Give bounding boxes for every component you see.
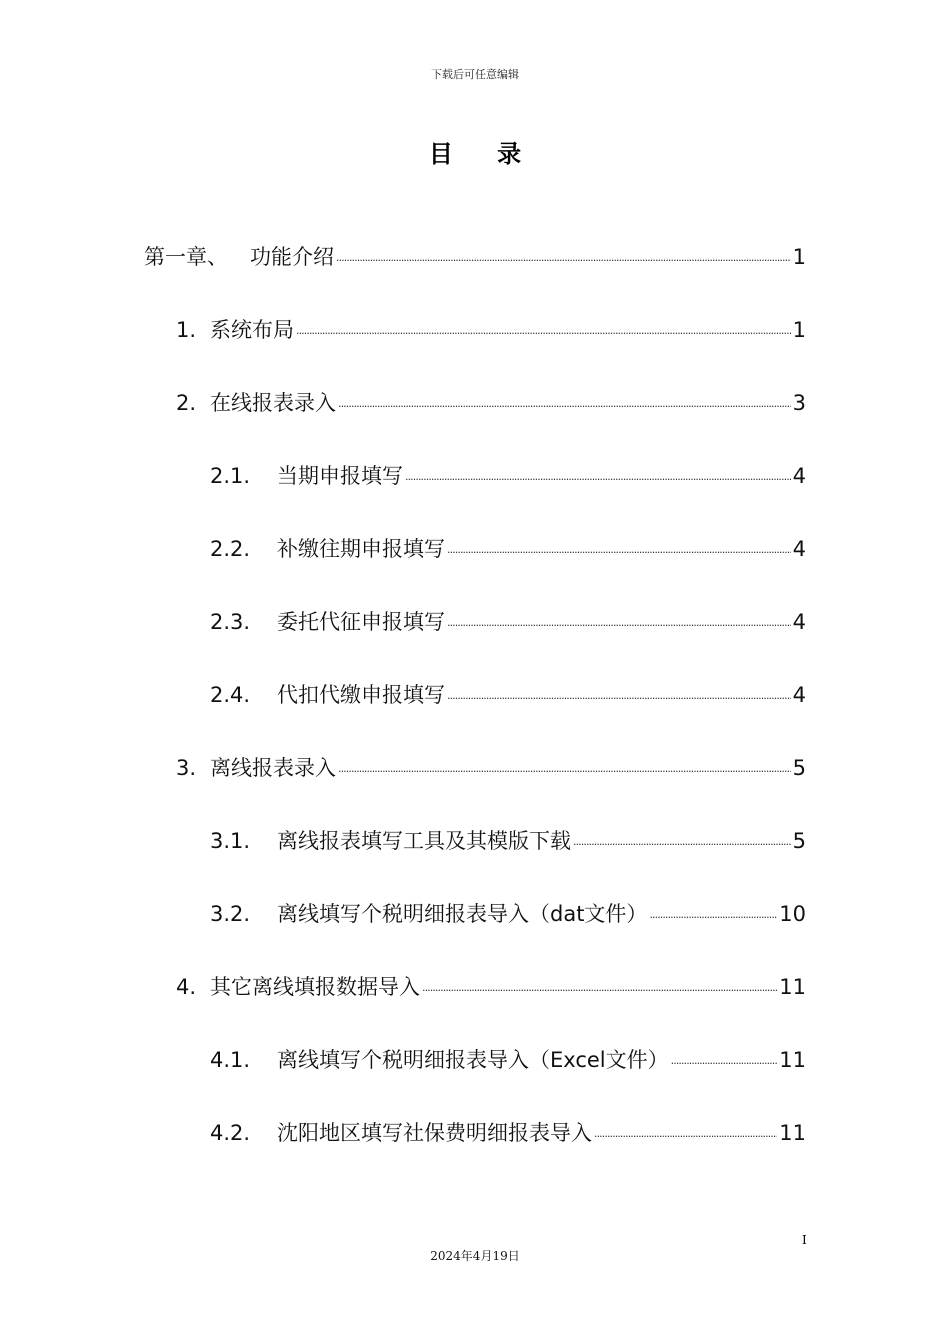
- toc-entry-number: 4.: [176, 975, 197, 999]
- toc-leader-dots: [336, 240, 791, 264]
- toc-entry-number: 4.1.: [210, 1048, 251, 1072]
- toc-entry-number: 3.1.: [210, 829, 251, 853]
- toc-entry-number: 2.2.: [210, 537, 251, 561]
- toc-entry-page: 1: [792, 245, 806, 269]
- toc-entry-title: 离线填写个税明细报表导入（Excel文件）: [277, 1048, 669, 1072]
- toc-entry-page: 5: [792, 829, 806, 853]
- toc-entry[interactable]: [210, 897, 806, 931]
- toc-leader-dots: [447, 532, 791, 556]
- toc-entry-title: 当期申报填写: [277, 464, 403, 488]
- toc-leader-dots: [422, 970, 777, 994]
- toc-entry-title: 补缴往期申报填写: [277, 537, 445, 561]
- toc-entry-title: 其它离线填报数据导入: [210, 975, 420, 999]
- toc-leader-dots: [447, 678, 791, 702]
- toc-entry-title: 沈阳地区填写社保费明细报表导入: [277, 1121, 592, 1145]
- toc-entry[interactable]: [210, 1116, 806, 1150]
- toc-entry[interactable]: [210, 605, 806, 639]
- toc-entry[interactable]: [176, 751, 806, 785]
- toc-entry-page: 11: [779, 1121, 806, 1145]
- toc-entry[interactable]: [210, 532, 806, 566]
- toc-entry-page: 5: [792, 756, 806, 780]
- toc-leader-dots: [594, 1116, 777, 1140]
- toc-leader-dots: [405, 459, 791, 483]
- toc-entry-page: 10: [779, 902, 806, 926]
- toc-entry-title: 代扣代缴申报填写: [277, 683, 445, 707]
- toc-entry-page: 4: [792, 683, 806, 707]
- page-header: 下载后可任意编辑: [431, 68, 519, 81]
- toc-leader-dots: [649, 897, 777, 921]
- toc-entry-number: 2.1.: [210, 464, 251, 488]
- toc-leader-dots: [573, 824, 791, 848]
- toc-entry-number: 第一章、: [144, 245, 228, 269]
- toc-entry-page: 4: [792, 537, 806, 561]
- toc-entry-number: 2.4.: [210, 683, 251, 707]
- toc-entry-chapter-1[interactable]: [144, 240, 806, 274]
- toc-entry-title: 系统布局: [210, 318, 294, 342]
- page-number: I: [802, 1233, 807, 1247]
- toc-entry-number: 3.2.: [210, 902, 251, 926]
- toc-entry-page: 1: [792, 318, 806, 342]
- toc-leader-dots: [671, 1043, 778, 1067]
- toc-entry[interactable]: [210, 459, 806, 493]
- toc-entry-title: 离线报表填写工具及其模版下载: [277, 829, 571, 853]
- toc-entry-number: 2.3.: [210, 610, 251, 634]
- toc-entry-page: 11: [779, 975, 806, 999]
- toc-leader-dots: [296, 313, 791, 337]
- toc-entry[interactable]: [176, 386, 806, 420]
- toc-leader-dots: [338, 751, 791, 775]
- toc-title: 目 录: [428, 140, 540, 168]
- toc-leader-dots: [447, 605, 791, 629]
- toc-entry-number: 2.: [176, 391, 197, 415]
- page-footer-date: 2024年4月19日: [430, 1249, 520, 1263]
- toc-entry-page: 3: [792, 391, 806, 415]
- toc-entry[interactable]: [176, 313, 806, 347]
- toc-entry[interactable]: [210, 1043, 806, 1077]
- toc-entry-title: 在线报表录入: [210, 391, 336, 415]
- toc-entry-number: 4.2.: [210, 1121, 251, 1145]
- toc-entry[interactable]: [210, 678, 806, 712]
- toc-entry-page: 4: [792, 464, 806, 488]
- toc-entry-page: 11: [779, 1048, 806, 1072]
- toc-entry-number: 1.: [176, 318, 197, 342]
- toc-entry-number: 3.: [176, 756, 197, 780]
- toc-leader-dots: [338, 386, 791, 410]
- toc-entry-title: 离线填写个税明细报表导入（dat文件）: [277, 902, 648, 926]
- toc-entry[interactable]: [210, 824, 806, 858]
- toc-entry-title: 离线报表录入: [210, 756, 336, 780]
- toc-entry-title: 委托代征申报填写: [277, 610, 445, 634]
- toc-entry[interactable]: [176, 970, 806, 1004]
- toc-entry-page: 4: [792, 610, 806, 634]
- toc-entry-title: 功能介绍: [250, 245, 334, 269]
